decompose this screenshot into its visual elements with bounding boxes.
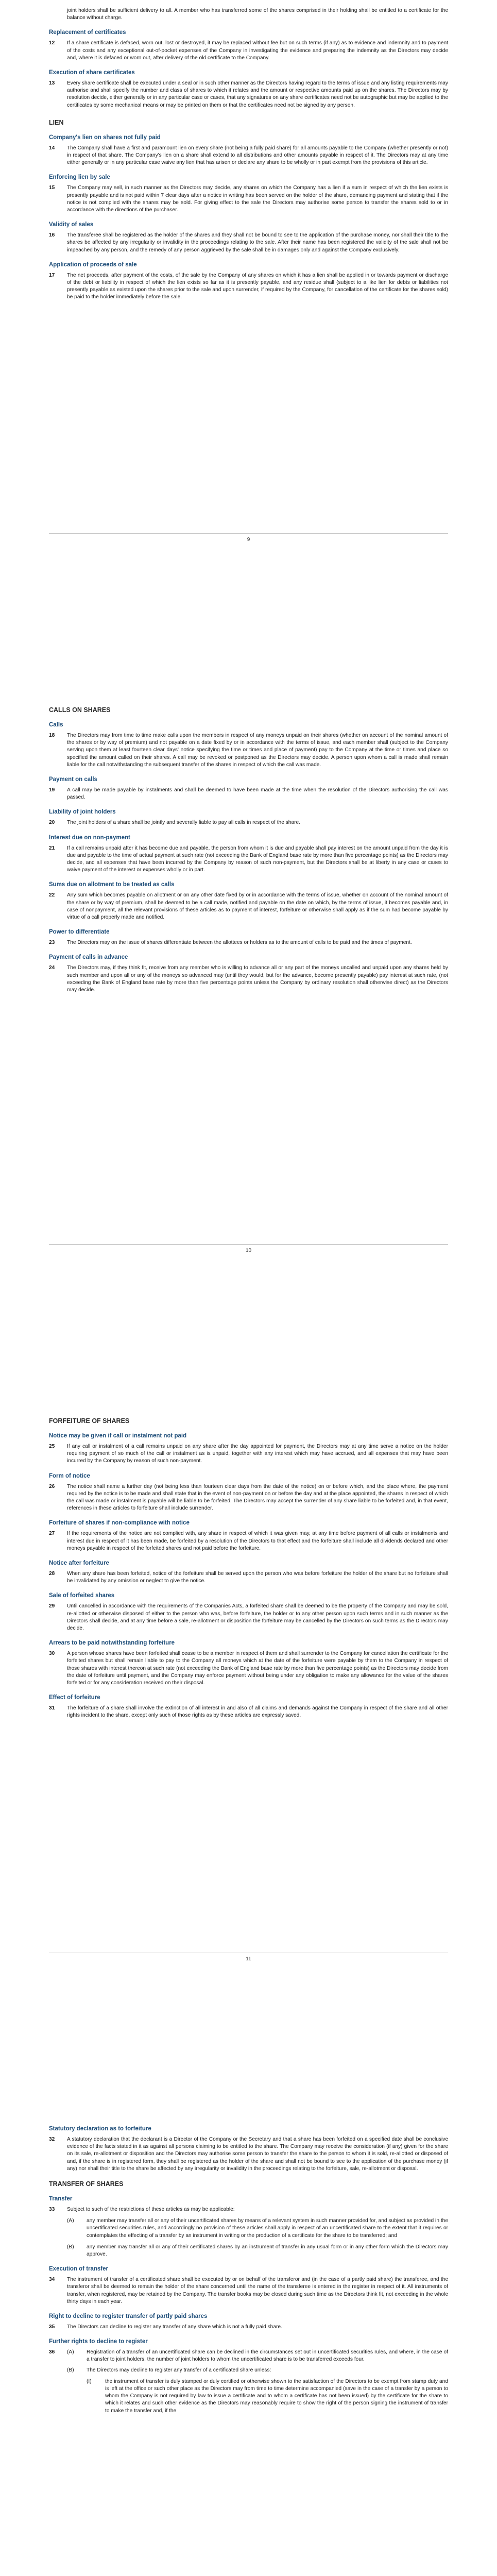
heading-decline-partly-paid: Right to decline to register transfer of partly paid shares — [49, 2313, 208, 2320]
heading-forfeiture-noncompliance: Forfeiture of shares if non-compliance with notice — [49, 1520, 190, 1527]
heading-application-proceeds: Application of proceeds of sale — [49, 261, 137, 268]
clause-26: 26 The notice shall name a further day (not being less than fourteen clear days from the date of the notice) on or before which, and the place where, the payment required by the notice is to be made and shall state that in the event of non-payment on or before the day and at the place appointed, the shares in respect of which the call was made or instalment is payable will be liable to be forfeited. The Directors may accept the surrender of any share liable to be forfeited and, in that event, references in these articles to forfeiture shall include surrender. — [49, 1483, 448, 1512]
clause-19: 19 A call may be made payable by instalments and shall be deemed to have been made at the time when the resolution of the Directors authorising the call was passed. — [49, 787, 448, 801]
heading-execution-certificates: Execution of share certificates — [49, 70, 135, 76]
heading-payment-calls: Payment on calls — [49, 776, 97, 783]
heading-statutory-declaration: Statutory declaration as to forfeiture — [49, 2126, 151, 2132]
clause-31: 31 The forfeiture of a share shall involve the extinction of all interest in and also of all claims and demands against the Company in respect of the share and all other rights incident to the share, except only such of those rights as by these articles are expressly saved. — [49, 1705, 448, 1719]
clause-13: 13 Every share certificate shall be executed under a seal or in such other manner as the Directors having regard to the terms of issue and any listing requirements may authorise and shall specify the number and class of shares to which it relates and the amount or respective amounts paid up on the shares. The Directors may by resolution decide, either generally or in any particular case or cases, that any signatures on any share certificates need not be autographic but may be applied to the certificates by some mechanical means or may be printed on them or that the certificates need not be signed by any person. — [49, 80, 448, 108]
heading-notice-after-forfeiture: Notice after forfeiture — [49, 1560, 109, 1567]
clause-12: 12 If a share certificate is defaced, worn out, lost or destroyed, it may be replaced without fee but on such terms (if any) as to evidence and indemnity and to payment of the costs and any exceptional out-of-pocket expenses of the Company in investigating the evidence and preparing the indemnity as the Directors may decide and, where it is defaced or worn out, after delivery of the old certificate to the Company. — [49, 40, 448, 61]
page-10 — [0, 706, 497, 998]
clause-25: 25 If any call or instalment of a call remains unpaid on any share after the day appointed for payment, the Directors may at any time serve a notice on the holder requiring payment of so much of the call or instalment as is unpaid, together with any interest which may have accrued, and all expenses that may have been incurred by the Company by reason of such non-payment. — [49, 1444, 448, 1464]
clause-27: 27 If the requirements of the notice are not complied with, any share in respect of which it was given may, at any time before payment of all calls or instalments and interest due in respect of it has been made, be forfeited by a resolution of the Directors to that effect and the forfeiture shall include all dividends declared and other moneys payable in respect of the forfeited shares and not paid before the forfeiture. — [49, 1531, 448, 1551]
page-number: 9 — [247, 537, 250, 543]
page-divider — [49, 533, 448, 534]
clause-18: 18 The Directors may from time to time make calls upon the members in respect of any moneys unpaid on their shares (whether on account of the nominal amount of the shares or by way of premium) and not payable on a date fixed by or in accordance with the terms of issue, and each member shall (subject to the Company serving upon them at least fourteen clear days' notice specifying the time or times and place of payment) pay to the Company at the time or times and place so specified the amount called on their shares. A call may be revoked or postponed as the Directors may decide. A person upon whom a call is made shall remain liable for the call notwithstanding the subsequent transfer of the shares in respect of which the call was made. — [49, 733, 448, 768]
heading-calls: Calls — [49, 722, 63, 728]
heading-transfer: Transfer — [49, 2196, 73, 2202]
heading-execution-transfer: Execution of transfer — [49, 2266, 109, 2273]
section-heading-forfeiture: FORFEITURE OF SHARES — [49, 1417, 130, 1425]
continuation-text: joint holders shall be sufficient delivery to all. A member who has transferred some of the shares comprised in their holding shall be entitled to a certificate for the balance without charge. — [67, 8, 448, 21]
page-number: 10 — [245, 1248, 252, 1253]
clause-35: 35 The Directors can decline to register any transfer of any share which is not a fully paid share. — [49, 2324, 282, 2330]
heading-form-notice: Form of notice — [49, 1472, 90, 1479]
clause-17: 17 The net proceeds, after payment of the costs, of the sale by the Company of any shares on which it has a lien shall be applied in or towards payment or discharge of the debt or liability in respect of which the lien exists so far as it is presently payable, and any residue shall (subject to a like lien for debts or liabilities not presently payable as existed upon the shares prior to the sale and upon surrender, if required by the Company, for cancellation of the certificate for the shares sold) be paid to the holder immediately before the sale. — [49, 272, 448, 300]
clause-36-b-i: (I) the instrument of transfer is duly stamped or duly certified or otherwise shown to the satisfaction of the Directors to be exempt from stamp duty and is left at the office or such other place as the Directors may from time to time determine accompanied (save in the case of a transfer by a person to whom the Company is not required by law to issue a certificate and to whom a certificate has not been issued) by the certificate for the share to which it relates and such other evidence as the Directors may reasonably require to show the right of the person signing the instrument of transfer to make the transfer and, if the — [87, 2378, 448, 2414]
heading-validity-sales: Validity of sales — [49, 222, 94, 228]
clause-33-a: (A) any member may transfer all or any of their uncertificated shares by means of a relevant system in such manner provided for, and subject as provided in the uncertificated securities rules, and accordingly no provision of these articles shall apply in respect of an uncertificated share to the extent that it requires or contemplates the effecting of a transfer by an instrument in writing or the production of a certificate for the share to be transferred; and — [67, 2218, 448, 2239]
clause-33: 33 Subject to such of the restrictions of these articles as may be applicable: — [49, 2207, 235, 2213]
section-heading-lien: LIEN — [49, 118, 64, 126]
heading-calls-advance: Payment of calls in advance — [49, 954, 128, 961]
clause-36-b: (B) The Directors may decline to register any transfer of a certificated share unless: — [67, 2367, 271, 2373]
page-11 — [0, 1417, 497, 1724]
section-heading-calls: CALLS ON SHARES — [49, 706, 111, 714]
page-9-footer — [0, 533, 497, 543]
page-number: 11 — [246, 1956, 251, 1962]
clause-20: 20 The joint holders of a share shall be jointly and severally liable to pay all calls in respect of the share. — [49, 820, 301, 826]
clause-22: 22 Any sum which becomes payable on allotment or on any other date fixed by or in accordance with the terms of issue, whether on account of the nominal amount of the share or by way of premium, shall be deemed to be a call made, notified and payable on the date on which, by the terms of issue, it becomes payable and, in case of nonpayment, all the relevant provisions of these articles as to payment of interest, forfeiture or otherwise shall apply as if the sum had become payable by virtue of a call properly made and notified. — [49, 892, 448, 921]
clause-21: 21 If a call remains unpaid after it has become due and payable, the person from whom it is due and payable shall pay interest on the amount unpaid from the day it is due and payable to the time of actual payment at such rate (not exceeding the Bank of England base rate by more than five percentage points) as the Directors may decide, and all expenses that have been incurred by the Company by reason of such non-payment, but the Directors shall be at liberty in any case or cases to waive payment of the interest or expenses wholly or in part. — [49, 845, 448, 873]
heading-further-rights: Further rights to decline to register — [49, 2338, 148, 2345]
heading-enforcing-lien: Enforcing lien by sale — [49, 174, 110, 181]
clause-15: 15 The Company may sell, in such manner as the Directors may decide, any shares on which the Company has a lien if a sum in respect of which the lien exists is presently payable and is not paid within 7 clear days after a notice in writing has been served on the holder of the share, demanding payment and stating that if the notice is not complied with the shares may be sold. For giving effect to the sale the Directors may authorise some person to transfer the shares sold to or in accordance with the directions of the purchaser. — [49, 185, 448, 213]
clause-34: 34 The instrument of transfer of a certificated share shall be executed by or on behalf of the transferor and (in the case of a partly paid share) the transferee, and the transferor shall be deemed to remain the holder of the share concerned until the name of the transferee is entered in the register in respect of it. All instruments of transfer, when registered, may be retained by the Company. The transfer books may be closed during such time as the Directors think fit, not exceeding in the whole thirty days in each year. — [49, 2277, 448, 2304]
clause-28: 28 When any share has been forfeited, notice of the forfeiture shall be served upon the person who was before forfeiture the holder of the share but no forfeiture shall be invalidated by any omission or neglect to give the notice. — [49, 1571, 448, 1584]
clause-33-b: (B) any member may transfer all or any of their certificated shares by an instrument of transfer in any usual form or in any other form which the Directors may approve. — [67, 2244, 448, 2258]
heading-joint-holders: Liability of joint holders — [49, 809, 116, 816]
page-9 — [0, 7, 497, 306]
heading-interest-nonpayment: Interest due on non-payment — [49, 834, 130, 841]
clause-16: 16 The transferee shall be registered as the holder of the shares and they shall not be bound to see to the application of the purchase money, nor shall their title to the shares be affected by any irregularity or invalidity in the proceedings relating to the sale. After their name has been registered the validity of the sale shall not be impeached by any person, and the remedy of any person aggrieved by the sale shall be in damages only and against the Company exclusively. — [49, 232, 448, 253]
section-heading-transfer: TRANSFER OF SHARES — [49, 2180, 124, 2188]
page-12 — [0, 2125, 497, 2419]
heading-arrears: Arrears to be paid notwithstanding forfeiture — [49, 1640, 175, 1647]
clause-14: 14 The Company shall have a first and paramount lien on every share (not being a fully paid share) for all amounts payable to the Company (whether presently or not) in respect of that share. The Company's lien on a share shall extend to all distributions and other amounts payable in respect of it. The Directors may at any time either generally or in any particular case waive any lien that has arisen or declare any share to be wholly or in part exempt from the provisions of this article. — [49, 145, 448, 166]
heading-sums-allotment: Sums due on allotment to be treated as calls — [49, 882, 175, 888]
clause-32: 32 A statutory declaration that the declarant is a Director of the Company or the Secretary and that a share has been forfeited on a specified date shall be conclusive evidence of the facts stated in it as against all persons claiming to be entitled to the share. The Company may receive the consideration (if any) given for the share on its sale, re-allotment or disposition and the Directors may authorise some person to transfer the share to the person to whom it is sold, re-allotted or disposed of and, if the share is in registered form, they shall be registered as the holder of the share and shall not be bound to see to the application of the purchase money (if any) nor shall their title to the share be affected by any irregularity or invalidity in the proceedings relating to the forfeiture, sale, re-allotment or disposal. — [49, 2137, 448, 2172]
page-10-footer — [0, 1244, 497, 1253]
page-divider — [49, 1244, 448, 1245]
clause-36: 36 (A) Registration of a transfer of an uncertificated share can be declined in the circumstances set out in uncertificated securities rules, and where, in the case of a transfer to joint holders, the number of joint holders to whom the uncertificated share is to be transferred exceeds four. — [49, 2349, 448, 2363]
clause-30: 30 A person whose shares have been forfeited shall cease to be a member in respect of them and shall surrender to the Company for cancellation the certificate for the forfeited shares but shall remain liable to pay to the Company all moneys which at the date of the forfeiture were payable by them to the Company in respect of those shares with interest thereon at such rate (not exceeding the Bank of England base rate by more than five percentage points) as the Directors may decide from the date of forfeiture until payment, and the Company may enforce payment without being under any obligation to make any allowance for the value of the shares forfeited or for any consideration received on their disposal. — [49, 1651, 448, 1686]
clause-29: 29 Until cancelled in accordance with the requirements of the Companies Acts, a forfeited share shall be deemed to be the property of the Company and may be sold, re-allotted or otherwise disposed of either to the person who was, before forfeiture, the holder or to any other person upon such terms and in such manner as the Directors shall decide, and at any time before a sale, re-allotment or disposition the forfeiture may be cancelled by the Directors on such terms as the Directors may decide. — [49, 1603, 448, 1632]
heading-sale-forfeited: Sale of forfeited shares — [49, 1592, 115, 1599]
heading-notice-unpaid: Notice may be given if call or instalment not paid — [49, 1433, 187, 1439]
heading-company-lien: Company's lien on shares not fully paid — [49, 134, 161, 141]
heading-replacement-certificates: Replacement of certificates — [49, 29, 126, 36]
clause-24: 24 The Directors may, if they think fit, receive from any member who is willing to advance all or any part of the moneys uncalled and unpaid upon any shares held by such member and upon all or any of the moneys so advanced may (until they would, but for the advance, become presently payable) pay interest at such rate, (not exceeding the Bank of England base rate by more than five percentage points unless the Company by ordinary resolution shall otherwise direct) as the Directors may decide. — [49, 965, 448, 993]
heading-power-differentiate: Power to differentiate — [49, 929, 110, 936]
page-11-footer — [0, 1953, 497, 1962]
heading-effect-forfeiture: Effect of forfeiture — [49, 1694, 100, 1701]
clause-23: 23 The Directors may on the issue of shares differentiate between the allottees or holders as to the amount of calls to be paid and the times of payment. — [49, 940, 412, 946]
